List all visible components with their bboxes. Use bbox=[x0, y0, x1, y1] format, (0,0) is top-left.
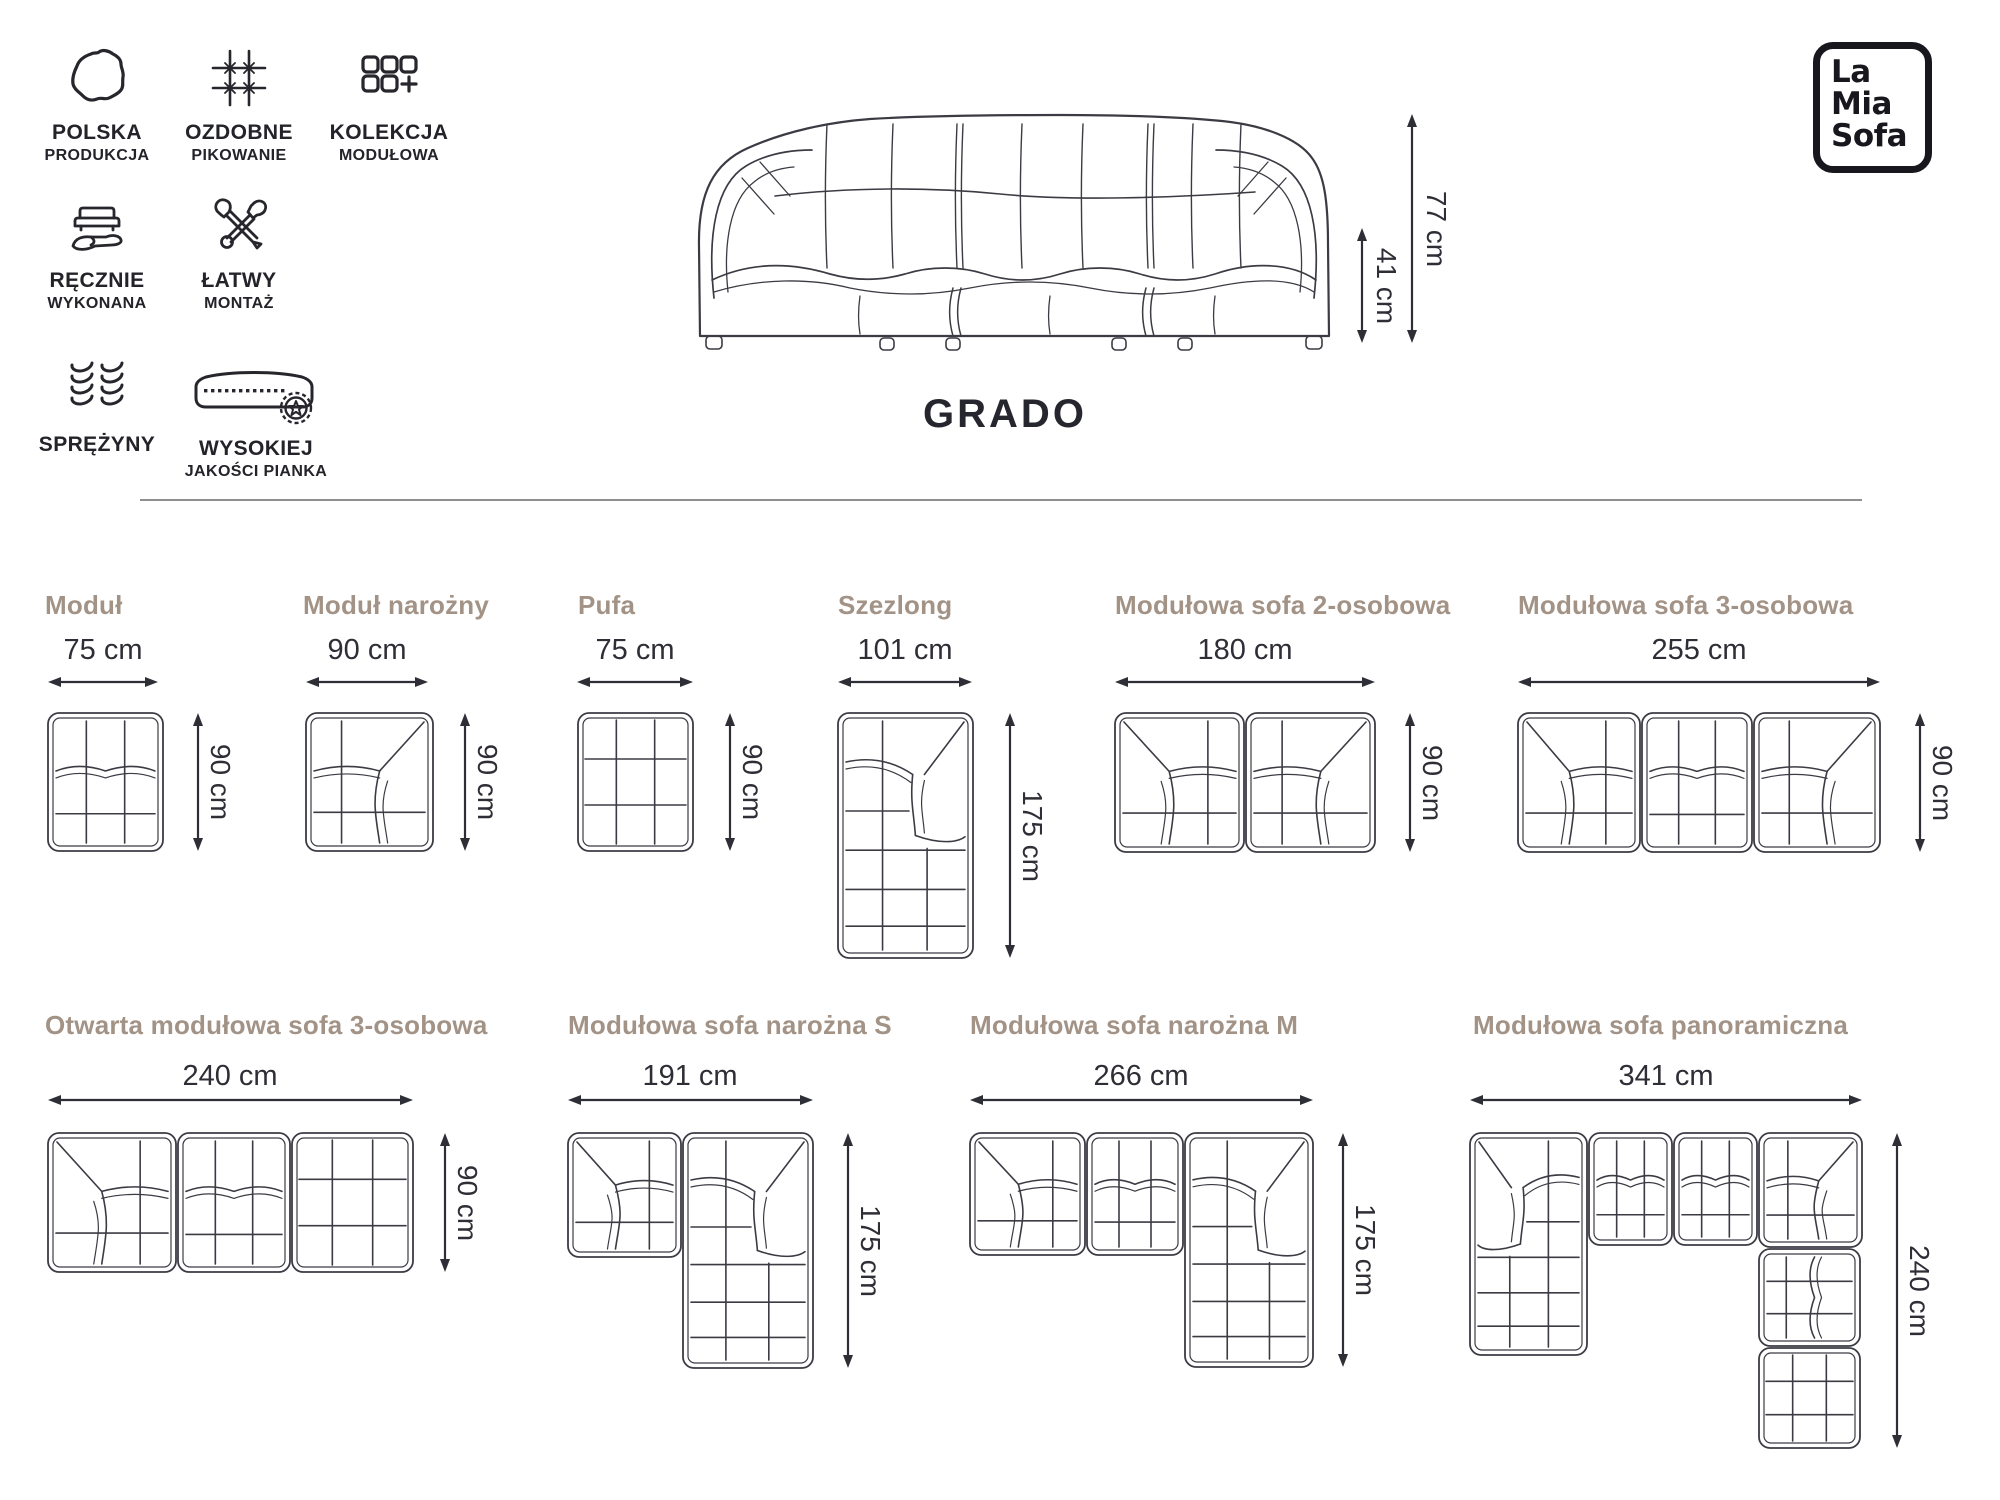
sofa-height-dim: 77 cm bbox=[1421, 190, 1452, 268]
logo-line-3: Sofa bbox=[1831, 118, 1908, 155]
module-title-panoramiczna: Modułowa sofa panoramiczna bbox=[1473, 1010, 1849, 1040]
height-dim: 90 cm bbox=[1417, 744, 1448, 821]
module-title-szezlong: Szezlong bbox=[838, 590, 953, 620]
module-title-sofa-2-osobowa: Modułowa sofa 2-osobowa bbox=[1115, 590, 1451, 620]
height-dim: 90 cm bbox=[452, 1164, 483, 1241]
height-dim: 240 cm bbox=[1904, 1244, 1935, 1337]
module-title-sofa-3-osobowa: Modułowa sofa 3-osobowa bbox=[1518, 590, 1854, 620]
poland-map-icon bbox=[61, 42, 133, 114]
feature-label: ŁATWY bbox=[201, 269, 277, 292]
height-dim: 90 cm bbox=[472, 743, 503, 821]
quilting-grid-icon bbox=[203, 42, 275, 114]
section-divider bbox=[140, 499, 1862, 501]
easy-assembly-icon bbox=[203, 190, 275, 262]
foam-dots bbox=[204, 389, 284, 392]
feature-wysokiej-jakosci-pianka bbox=[158, 366, 354, 481]
width-dim: 180 cm bbox=[1197, 634, 1293, 666]
feature-kolekcja-modulowa bbox=[318, 42, 460, 165]
feature-sublabel: PRODUKCJA bbox=[44, 147, 150, 164]
width-dim: 240 cm bbox=[182, 1060, 278, 1092]
feature-label: POLSKA bbox=[52, 121, 142, 144]
width-dim: 75 cm bbox=[63, 634, 143, 666]
product-name: GRADO bbox=[923, 392, 1087, 436]
sofa-seat-height-dim: 41 cm bbox=[1371, 247, 1402, 325]
feature-recznie-wykonana bbox=[36, 190, 158, 313]
feature-sublabel: MODUŁOWA bbox=[338, 147, 440, 164]
modular-collection-icon bbox=[353, 42, 425, 114]
module-title-otwarta-3-osobowa: Otwarta modułowa sofa 3-osobowa bbox=[45, 1010, 488, 1040]
width-dim: 341 cm bbox=[1618, 1060, 1714, 1092]
feature-sublabel: WYKONANA bbox=[47, 295, 147, 312]
feature-label: RĘCZNIE bbox=[49, 269, 145, 292]
height-dim: 175 cm bbox=[1017, 789, 1048, 882]
height-dim: 90 cm bbox=[1927, 744, 1958, 821]
feature-sublabel: PIKOWANIE bbox=[191, 147, 287, 164]
logo-line-1: La bbox=[1831, 54, 1871, 90]
height-dim: 175 cm bbox=[855, 1204, 886, 1297]
feature-sublabel: JAKOŚCI PIANKA bbox=[184, 463, 328, 480]
feature-latwy-montaz bbox=[174, 190, 304, 313]
feature-sublabel: MONTAŻ bbox=[204, 295, 274, 312]
feature-sprezyny bbox=[36, 352, 158, 459]
module-title-modul: Moduł bbox=[45, 590, 123, 620]
feature-label: KOLEKCJA bbox=[329, 121, 449, 144]
width-dim: 266 cm bbox=[1093, 1060, 1189, 1092]
width-dim: 101 cm bbox=[857, 634, 953, 666]
feature-label: SPRĘŻYNY bbox=[38, 433, 156, 456]
module-title-narozna-s: Modułowa sofa narożna S bbox=[568, 1010, 892, 1040]
foam-quality-icon bbox=[190, 366, 322, 430]
width-dim: 255 cm bbox=[1651, 634, 1747, 666]
width-dim: 75 cm bbox=[595, 634, 675, 666]
handmade-icon bbox=[61, 190, 133, 262]
feature-label: WYSOKIEJ bbox=[198, 437, 314, 460]
height-dim: 90 cm bbox=[737, 743, 768, 821]
width-dim: 191 cm bbox=[642, 1060, 738, 1092]
feature-ozdobne-pikowanie bbox=[174, 42, 304, 165]
height-dim: 175 cm bbox=[1350, 1204, 1381, 1296]
feature-polska-produkcja bbox=[36, 42, 158, 165]
module-title-modul-narozny: Moduł narożny bbox=[303, 590, 490, 620]
module-title-narozna-m: Modułowa sofa narożna M bbox=[970, 1010, 1299, 1040]
logo-line-2: Mia bbox=[1831, 86, 1892, 123]
brand-logo bbox=[1813, 42, 1932, 173]
feature-label: OZDOBNE bbox=[185, 121, 293, 144]
module-title-pufa: Pufa bbox=[578, 590, 636, 620]
springs-icon bbox=[59, 352, 135, 426]
width-dim: 90 cm bbox=[327, 634, 407, 666]
height-dim: 90 cm bbox=[205, 743, 236, 821]
